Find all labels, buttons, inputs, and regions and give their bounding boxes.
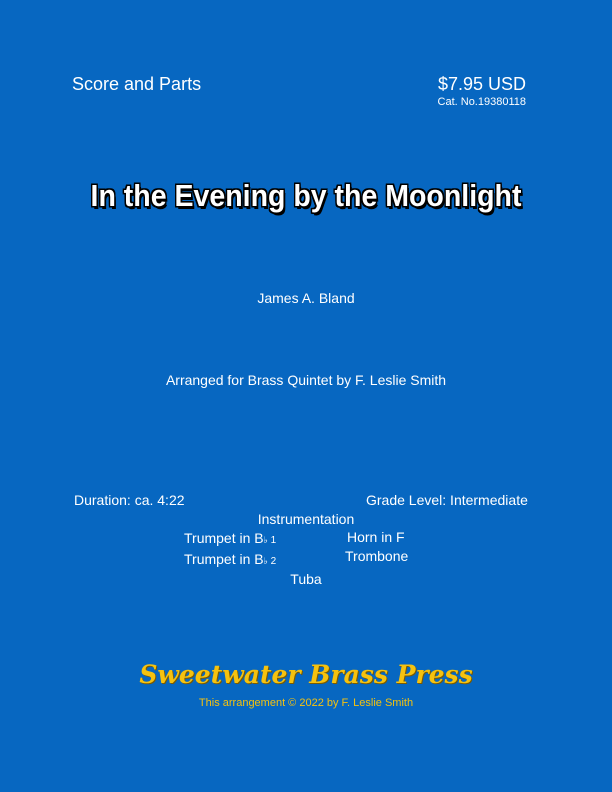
edition-label: Score and Parts bbox=[72, 74, 202, 94]
flat-symbol: ♭ bbox=[263, 535, 268, 545]
instrument-horn: Horn in F bbox=[347, 529, 405, 545]
instrument-name: Trumpet in B bbox=[184, 530, 264, 546]
instrument-name: Trumpet in B bbox=[184, 551, 264, 567]
price: $7.95 USD bbox=[437, 74, 526, 94]
composer: James A. Bland bbox=[257, 290, 355, 306]
flat-symbol: ♭ bbox=[263, 556, 268, 566]
page-title: In the Evening by the Moonlight bbox=[90, 178, 522, 213]
instrumentation-heading: Instrumentation bbox=[257, 511, 355, 527]
arranger-credit: Arranged for Brass Quintet by F. Leslie Smith bbox=[165, 372, 447, 388]
instrument-trumpet-1 bbox=[184, 530, 276, 546]
instrument-trumpet-2 bbox=[184, 551, 276, 567]
publisher-logo: Sweetwater Brass Press bbox=[139, 660, 473, 689]
part-number: 1 bbox=[267, 535, 277, 546]
duration: Duration: ca. 4:22 bbox=[74, 492, 185, 508]
instrument-trombone: Trombone bbox=[345, 548, 409, 564]
instrument-tuba: Tuba bbox=[290, 571, 322, 587]
part-number: 2 bbox=[267, 556, 277, 567]
copyright-notice: This arrangement © 2022 by F. Leslie Smith bbox=[198, 697, 414, 709]
grade-level: Grade Level: Intermediate bbox=[366, 492, 528, 508]
catalog-number: Cat. No.19380118 bbox=[437, 96, 526, 108]
